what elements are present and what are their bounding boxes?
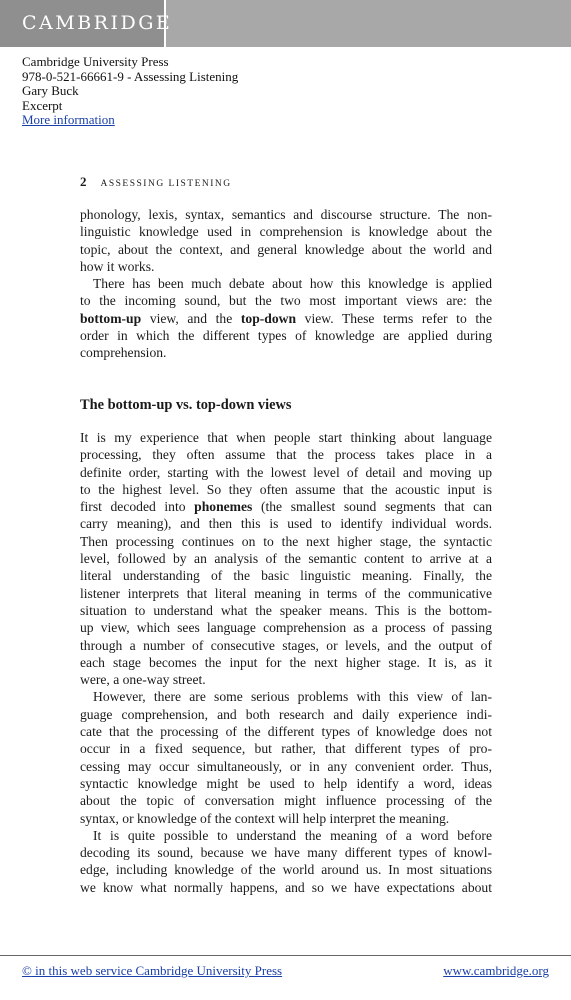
term-phonemes: phonemes xyxy=(194,499,253,515)
text-line xyxy=(80,498,492,515)
text-line: how it works. xyxy=(80,258,155,274)
text-line: listener interprets that literal meaning in terms of the communicative xyxy=(80,585,492,601)
body-text-main xyxy=(80,429,492,896)
footer-website-link[interactable] xyxy=(443,963,549,979)
text-line: syntax, or knowledge of the context will help interpret the meaning. xyxy=(80,810,450,826)
text-span: view. These terms refer to the xyxy=(296,310,492,326)
text-line: cessing may occur simultaneously, or in any convenient order. Thus, xyxy=(80,758,492,774)
text-line: It is quite possible to understand the meaning of a word before xyxy=(93,827,492,843)
publisher-name: Cambridge University Press xyxy=(22,54,169,69)
text-line: syntactic knowledge might be used to help identify a word, ideas xyxy=(80,775,492,791)
text-line: processing, they often assume that the process takes place in a xyxy=(80,447,492,463)
text-line: cate that the processing of the different types of knowledge does not xyxy=(80,724,492,740)
text-line: we know what normally happens, and so we have expectations about xyxy=(80,879,492,895)
text-line: There has been much debate about how this knowledge is applied xyxy=(93,276,492,292)
text-line: phonology, lexis, syntax, semantics and discourse structure. The non- xyxy=(80,207,492,222)
page-number: 2 xyxy=(80,174,87,189)
footer-website-text: www.cambridge.org xyxy=(443,963,549,978)
text-line: comprehension. xyxy=(80,345,167,361)
text-line: were, a one-way street. xyxy=(80,672,206,688)
text-line xyxy=(80,310,492,327)
text-line: linguistic knowledge used in comprehension is knowledge about the xyxy=(80,224,492,240)
cambridge-logo xyxy=(0,0,173,47)
text-span: view, and the xyxy=(141,310,241,326)
running-title: ASSESSING LISTENING xyxy=(100,179,232,189)
footer-divider xyxy=(0,955,571,956)
isbn-title: 978-0-521-66661-9 - Assessing Listening xyxy=(22,68,239,84)
text-line: edge, including knowledge of the world around us. In most situations xyxy=(80,862,492,878)
footer-copyright-link[interactable] xyxy=(22,963,282,979)
copyright-symbol: © xyxy=(22,963,32,978)
term-bottom-up: bottom-up xyxy=(80,310,142,326)
term-top-down: top-down xyxy=(240,310,297,326)
text-line: level, followed by an analysis of the semantic content to arrive at a xyxy=(80,551,492,567)
text-line: topic, about the context, and general knowledge about the world and xyxy=(80,241,492,257)
text-line: definite order, starting with the lowest level of detail and moving up xyxy=(80,464,492,480)
text-line: situation to understand what the speaker means. This is the bottom- xyxy=(80,602,492,618)
text-line: about the topic of conversation might influence processing of the xyxy=(80,793,492,809)
header-banner xyxy=(0,0,571,47)
text-line: It is my experience that when people start thinking about language xyxy=(80,430,492,445)
body-text-top xyxy=(80,206,492,362)
text-line: carry meaning), and then this is used to identify individual words. xyxy=(80,516,492,532)
text-line: each stage becomes the input for the next higher stage. It is, as it xyxy=(80,654,492,670)
book-metadata xyxy=(22,55,238,128)
text-line: occur in a fixed sequence, but rather, that different types of pro- xyxy=(80,741,492,757)
section-heading: The bottom-up vs. top-down views xyxy=(80,397,292,413)
footer-copyright-text: in this web service Cambridge University Press xyxy=(31,963,283,978)
author-name: Gary Buck xyxy=(22,83,79,99)
excerpt-label: Excerpt xyxy=(22,97,63,113)
text-line: order in which the different types of knowledge are applied during xyxy=(80,328,492,344)
text-line: literal understanding of the basic linguistic meaning. Finally, the xyxy=(80,568,492,584)
text-line: Then processing continues on to the next higher stage, the syntactic xyxy=(80,533,492,549)
text-line: up view, which sees language comprehension as a process of passing xyxy=(80,620,492,636)
text-span: (the smallest sound segments that can xyxy=(252,499,492,515)
more-information-link[interactable]: More information xyxy=(22,112,115,128)
text-line: decoding its sound, because we have many different types of knowl- xyxy=(80,845,492,861)
text-line: to the incoming sound, but the two most important views are: the xyxy=(80,293,492,309)
logo-text: CAMBRIDGE xyxy=(22,12,173,34)
text-line: However, there are some serious problems with this view of lan- xyxy=(93,689,492,705)
text-line: guage comprehension, and both research and daily experience indi- xyxy=(80,706,492,722)
running-head xyxy=(80,173,232,191)
text-line: to the highest level. So they often assume that the acoustic input is xyxy=(80,481,492,497)
text-span: first decoded into xyxy=(80,499,195,515)
text-line: through a number of consecutive stages, or levels, and the output of xyxy=(80,637,492,653)
